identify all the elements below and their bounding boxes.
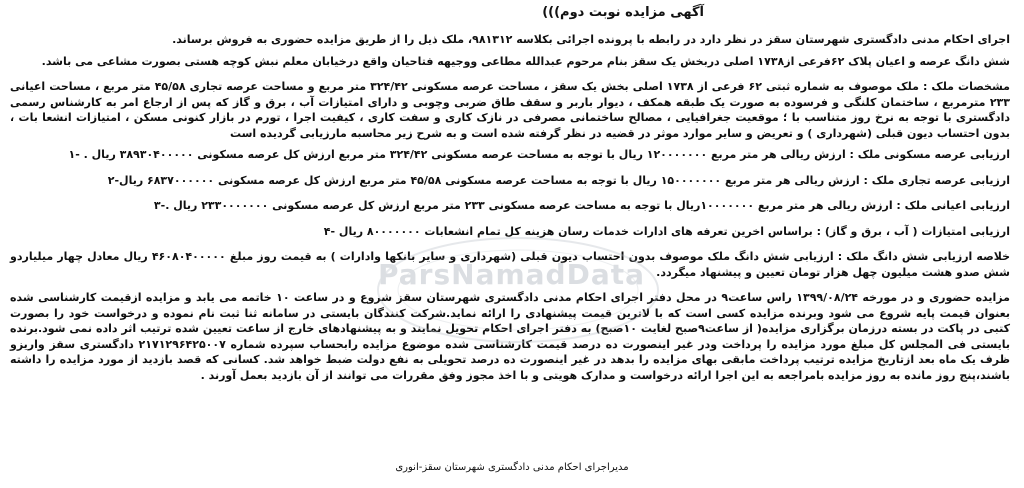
summary-paragraph: خلاصه ارزیابی شش دانگ ملک : ارزیابی شش دانگ ملک موصوف بدون احتساب دیون قبلی (شهرداری و سایر بانکها وادارات ) به قیمت روز مبلغ ۴۶۰۸۰۴۰۰۰۰۰ ریال معادل چهار میلیاردو شش صدو هشت میلیون چهل هزار تومان تعیین و پیشنهاد میگردد. [10,250,1010,279]
specs-paragraph: مشخصات ملک : ملک موصوف به شماره ثبتی ۶۲ فرعی از ۱۷۳۸ اصلی بخش یک سقز ، مساحت عرصه مسکونی ۳۲۴/۴۲ متر مربع و مساحت عرصه تجاری ۴۵/۵۸ متر مربع ، مساحت اعیانی ۲۳۳ مترمربع ، ساختمان کلنگی و فرسوده به صورت یک طبقه همکف ، دیوار باربر و سقف طاق ضربی وچوبی و دارای امتیازات آب ، برق و گاز که پس از ارجاع امر به کارشناس رسمی دادگستری با توجه به نرخ روز متناسب با ؛ موقعیت جغرافیایی ، مصالح ساختمانی مصرفی در نازک کاری و سفت کاری ، کیفیت اجرا ، تورم در بازار کنونی مسکن ، امتیازات انشعا بات ، بدون احتساب دیون قبلی (شهرداری ) و تعریض و سایر موارد موثر در قضیه در نظر گرفته شده است و به شرح زیر محاسبه مارزیابی گردیده است [10,80,1010,140]
valuation-item-1: ارزیابی عرصه مسکونی ملک : ارزش ریالی هر متر مربع ۱۲۰۰۰۰۰۰۰ ریال با توجه به مساحت عرصه مسکونی ۳۲۴/۴۲ متر مربع ارزش کل عرصه مسکونی ۳۸۹۳۰۴۰۰۰۰۰ ریال . -۱ [68,148,1010,161]
auction-terms-paragraph: مزایده حضوری و در مورخه ۱۳۹۹/۰۸/۲۴ راس ساعت۹ در محل دفتر اجرای احکام مدنی دادگستری شهرستان سقز شروع و در ساعت ۱۰ خاتمه می یابد و مزایده ازقیمت کارشناسی شده بعنوان قیمت پایه شروع می شود وبرنده مزایده کسی است که با لاترین قیمت پیشنهادی را ارائه نماید.شرکت کنندگان بایستی در سامانه ثنا ثبت نام نموده و درخواست خود را بصورت کتبی در پاکت در بسته درزمان برگزاری مزایده( از ساعت۹صبح لغایت ۱۰صبح) به دفتر اجرای احکام تحویل نمایند و به پیشنهادهای خارج از ساعت تعیین شده ترتیب اثر داده نمی شود.برنده بایستی فی المجلس کل مبلغ مورد مزایده را پرداخت ودر غیر اینصورت ده درصد قیمت کارشناسی شده موضوع مزایده رابحساب سپرده شماره ۲۱۷۱۲۹۶۴۲۵۰۰۷ دادگستری سقز واریزو ظرف یک ماه بعد ازتاریخ مزایده ترتیب پرداخت مابقی بهای مزایده را بدهد در غیر اینصورت ده درصد تحویلی به نفع دولت ضبط خواهد شد. کسانی که قصد بازدید از مورد مزایده را داشته باشند،پنج روز مانده به روز مزایده بامراجعه به این اجرا ارائه درخواست و مدارک هویتی و با اخذ مجوز وفق مقررات می توانند از آن بازدید بعمل آورند . [10,291,1010,382]
valuation-item-3: ارزیابی اعیانی ملک : ارزش ریالی هر متر مربع ۱۰۰۰۰۰۰۰ریال با توجه به مساحت عرصه مسکونی ۲۳۳ متر مربع ارزش کل عرصه مسکونی ۲۳۳۰۰۰۰۰۰۰ ریال .-۳ [153,199,1010,212]
ownership-paragraph: شش دانگ عرصه و اعیان پلاک ۶۲فرعی از۱۷۳۸ اصلی دربخش یک سقز بنام مرحوم عبدالله مطاعی ووجیهه فتاحیان واقع درخیابان معلم نبش کوچه هستی بصورت مشاعی می باشد. [41,54,1010,68]
notice-title: آگهی مزایده نوبت دوم))) [542,5,704,20]
watermark-text: ParsNamadData [378,258,645,291]
valuation-item-2: ارزیابی عرصه تجاری ملک : ارزش ریالی هر متر مربع ۱۵۰۰۰۰۰۰۰ ریال با توجه به مساحت عرصه مسکونی ۴۵/۵۸ متر مربع ارزش کل عرصه مسکونی ۶۸۳۷۰۰۰۰۰۰ ریال-۲ [107,173,1010,187]
valuation-item-4: ارزیابی امتیازات ( آب ، برق و گاز) : براساس اخرین تعرفه های ادارات خدمات رسان هزینه کل تمام انشعابات ۸۰۰۰۰۰۰۰ ریال -۴ [323,224,1010,238]
footer-signature: مدیراجرای احکام مدنی دادگستری شهرستان سقز-انوری [395,462,629,473]
intro-paragraph: اجرای احکام مدنی دادگستری شهرستان سقز در نظر دارد در رابطه با پرونده اجرائی بکلاسه ۹۸۱۳۱۲، ملک ذیل را از طریق مزایده حضوری به فروش برساند. [172,33,1010,46]
